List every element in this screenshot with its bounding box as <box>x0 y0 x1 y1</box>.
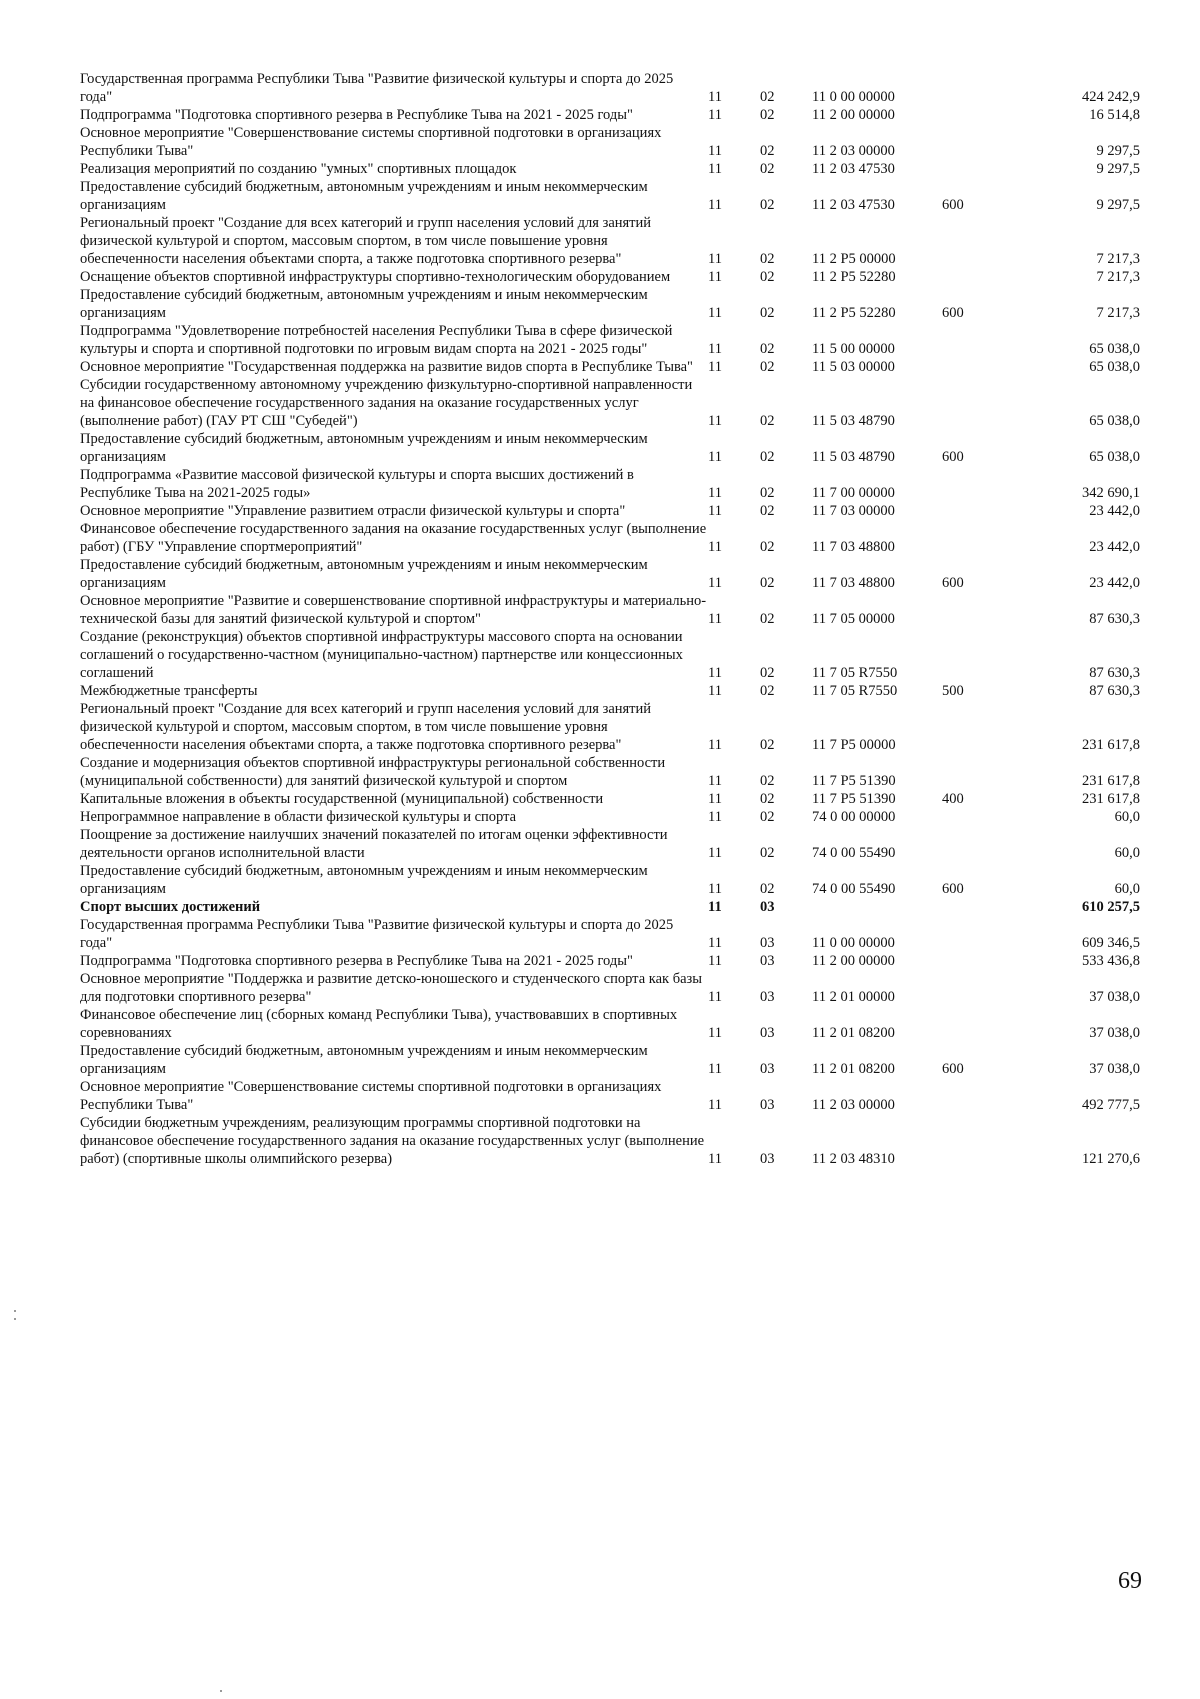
row-target-article <box>812 898 942 916</box>
row-subsection: 03 <box>760 1151 775 1167</box>
table-row <box>80 1114 1140 1168</box>
row-name: Государственная программа Республики Тыва "Развитие физической культуры и спорта до 2025 года" <box>80 917 674 951</box>
row-amount: 37 038,0 <box>1089 1061 1140 1077</box>
table-row <box>80 682 1140 700</box>
row-subsection: 03 <box>760 1097 775 1113</box>
row-section: 11 <box>708 161 722 177</box>
row-expense-type <box>942 808 1002 826</box>
row-name: Субсидии бюджетным учреждениям, реализующим программы спортивной подготовки на финансовое обеспечение государственного задания на оказание государственных услуг (выполнение работ) (спортивные школы олимпийского резерва) <box>80 1115 705 1167</box>
row-name: Государственная программа Республики Тыва "Развитие физической культуры и спорта до 2025 года" <box>80 71 674 105</box>
row-amount: 533 436,8 <box>1082 953 1140 969</box>
row-name: Предоставление субсидий бюджетным, автономным учреждениям и иным некоммерческим организациям <box>80 863 648 897</box>
row-name: Субсидии государственному автономному учреждению физкультурно-спортивной направленности на финансовое обеспечение государственного задания на оказание государственных услуг (выполнение работ) (ГАУ РТ СШ "Субедей") <box>80 377 693 429</box>
row-expense-type <box>942 700 1002 754</box>
row-section: 11 <box>708 665 722 681</box>
row-amount: 65 038,0 <box>1089 449 1140 465</box>
row-section: 11 <box>708 1097 722 1113</box>
row-subsection: 02 <box>760 305 775 321</box>
row-expense-type <box>942 1114 1002 1168</box>
row-amount: 9 297,5 <box>1096 143 1140 159</box>
row-target-article: 74 0 00 55490 <box>812 845 896 861</box>
row-expense-type: 600 <box>942 1061 964 1077</box>
row-name: Предоставление субсидий бюджетным, автономным учреждениям и иным некоммерческим организациям <box>80 287 648 321</box>
row-target-article: 11 7 03 48800 <box>812 575 895 591</box>
row-name: Поощрение за достижение наилучших значений показателей по итогам оценки эффективности деятельности органов исполнительной власти <box>80 827 668 861</box>
row-name: Оснащение объектов спортивной инфраструктуры спортивно-технологическим оборудованием <box>80 269 671 285</box>
row-amount: 342 690,1 <box>1082 485 1140 501</box>
row-target-article: 74 0 00 00000 <box>812 809 896 825</box>
row-section: 11 <box>708 143 722 159</box>
row-amount: 65 038,0 <box>1089 341 1140 357</box>
row-amount: 87 630,3 <box>1089 665 1140 681</box>
row-target-article: 11 5 00 00000 <box>812 341 895 357</box>
row-expense-type <box>942 466 1002 502</box>
row-expense-type <box>942 70 1002 106</box>
row-name: Непрограммное направление в области физической культуры и спорта <box>80 809 517 825</box>
table-row <box>80 952 1140 970</box>
row-target-article: 11 2 P5 52280 <box>812 269 896 285</box>
row-subsection: 02 <box>760 485 775 501</box>
row-expense-type <box>942 628 1002 682</box>
table-row <box>80 916 1140 952</box>
table-row <box>80 556 1140 592</box>
row-subsection: 03 <box>760 899 775 915</box>
row-target-article: 11 0 00 00000 <box>812 89 895 105</box>
table-row <box>80 790 1140 808</box>
row-name: Финансовое обеспечение государственного задания на оказание государственных услуг (выполнение работ) (ГБУ "Управление спортмероприятий" <box>80 521 707 555</box>
row-amount: 65 038,0 <box>1089 359 1140 375</box>
row-section: 11 <box>708 251 722 267</box>
row-expense-type: 600 <box>942 305 964 321</box>
scan-speck <box>14 1318 16 1320</box>
table-row <box>80 502 1140 520</box>
row-subsection: 02 <box>760 773 775 789</box>
row-target-article: 11 5 03 48790 <box>812 449 895 465</box>
row-subsection: 02 <box>760 611 775 627</box>
row-target-article: 11 7 03 48800 <box>812 539 895 555</box>
row-subsection: 02 <box>760 251 775 267</box>
row-amount: 23 442,0 <box>1089 539 1140 555</box>
row-target-article: 11 2 01 08200 <box>812 1025 895 1041</box>
row-section: 11 <box>708 269 722 285</box>
scan-speck <box>14 1310 16 1312</box>
row-section: 11 <box>708 539 722 555</box>
row-subsection: 03 <box>760 935 775 951</box>
row-name: Создание и модернизация объектов спортивной инфраструктуры региональной собственности (муниципальной собственности) для занятий физической культурой и спортом <box>80 755 666 789</box>
row-subsection: 03 <box>760 1061 775 1077</box>
row-amount: 7 217,3 <box>1096 251 1140 267</box>
row-section: 11 <box>708 305 722 321</box>
row-expense-type <box>942 160 1002 178</box>
page-number: 69 <box>1118 1568 1142 1594</box>
table-row <box>80 628 1140 682</box>
row-target-article: 11 7 P5 51390 <box>812 791 896 807</box>
table-row <box>80 862 1140 898</box>
row-subsection: 02 <box>760 845 775 861</box>
row-target-article: 11 7 00 00000 <box>812 485 895 501</box>
row-amount: 16 514,8 <box>1089 107 1140 123</box>
row-expense-type <box>942 376 1002 430</box>
table-row <box>80 466 1140 502</box>
row-name: Капитальные вложения в объекты государственной (муниципальной) собственности <box>80 791 604 807</box>
row-section: 11 <box>708 773 722 789</box>
row-subsection: 03 <box>760 989 775 1005</box>
table-row <box>80 1042 1140 1078</box>
table-row <box>80 214 1140 268</box>
row-amount: 65 038,0 <box>1089 413 1140 429</box>
table-row <box>80 160 1140 178</box>
row-expense-type: 500 <box>942 683 964 699</box>
row-section: 11 <box>708 935 722 951</box>
row-amount: 37 038,0 <box>1089 989 1140 1005</box>
row-subsection: 02 <box>760 449 775 465</box>
row-subsection: 02 <box>760 89 775 105</box>
row-amount: 9 297,5 <box>1096 197 1140 213</box>
row-expense-type <box>942 898 1002 916</box>
table-row <box>80 826 1140 862</box>
row-target-article: 11 2 01 08200 <box>812 1061 895 1077</box>
row-expense-type: 600 <box>942 881 964 897</box>
row-name: Региональный проект "Создание для всех категорий и групп населения условий для занятий физической культурой и спортом, массовым спортом, в том числе повышение уровня обеспеченности населения объектами спорта, а также подготовка спортивного резерва" <box>80 701 652 753</box>
row-target-article: 11 7 03 00000 <box>812 503 895 519</box>
row-section: 11 <box>708 845 722 861</box>
row-section: 11 <box>708 449 722 465</box>
row-name: Основное мероприятие "Совершенствование системы спортивной подготовки в организациях Республики Тыва" <box>80 125 662 159</box>
row-target-article: 11 7 05 R7550 <box>812 683 898 699</box>
row-subsection: 03 <box>760 953 775 969</box>
row-amount: 7 217,3 <box>1096 305 1140 321</box>
row-name: Основное мероприятие "Совершенствование системы спортивной подготовки в организациях Республики Тыва" <box>80 1079 662 1113</box>
table-row <box>80 970 1140 1006</box>
row-subsection: 02 <box>760 143 775 159</box>
row-amount: 23 442,0 <box>1089 503 1140 519</box>
row-amount: 87 630,3 <box>1089 611 1140 627</box>
row-target-article: 11 2 03 48310 <box>812 1151 895 1167</box>
row-target-article: 11 2 01 00000 <box>812 989 895 1005</box>
row-section: 11 <box>708 575 722 591</box>
row-name: Региональный проект "Создание для всех категорий и групп населения условий для занятий физической культурой и спортом, массовым спортом, в том числе повышение уровня обеспеченности населения объектами спорта, а также подготовка спортивного резерва" <box>80 215 652 267</box>
row-name: Подпрограмма "Удовлетворение потребностей населения Республики Тыва в сфере физической культуры и спорта и спортивной подготовки по игровым видам спорта на 2021 - 2025 годы" <box>80 323 673 357</box>
row-section: 11 <box>708 809 722 825</box>
row-subsection: 02 <box>760 791 775 807</box>
row-section: 11 <box>708 611 722 627</box>
row-subsection: 02 <box>760 665 775 681</box>
row-expense-type <box>942 124 1002 160</box>
row-subsection: 02 <box>760 269 775 285</box>
row-name: Финансовое обеспечение лиц (сборных команд Республики Тыва), участвовавших в спортивных соревнованиях <box>80 1007 678 1041</box>
row-target-article: 11 7 05 00000 <box>812 611 895 627</box>
row-subsection: 02 <box>760 809 775 825</box>
row-section: 11 <box>708 791 722 807</box>
row-target-article: 11 2 00 00000 <box>812 953 895 969</box>
row-target-article: 11 0 00 00000 <box>812 935 895 951</box>
table-row <box>80 1006 1140 1042</box>
row-expense-type <box>942 826 1002 862</box>
row-subsection: 02 <box>760 539 775 555</box>
row-expense-type: 600 <box>942 449 964 465</box>
table-row <box>80 1078 1140 1114</box>
row-name: Подпрограмма «Развитие массовой физической культуры и спорта высших достижений в Республике Тыва на 2021-2025 годы» <box>80 467 634 501</box>
row-name: Создание (реконструкция) объектов спортивной инфраструктуры массового спорта на основании соглашений о государственно-частном (муниципально-частном) партнерстве или концессионных соглашений <box>80 629 683 681</box>
row-amount: 492 777,5 <box>1082 1097 1140 1113</box>
row-name: Предоставление субсидий бюджетным, автономным учреждениям и иным некоммерческим организациям <box>80 557 648 591</box>
row-expense-type <box>942 970 1002 1006</box>
budget-table <box>80 70 1140 1168</box>
row-amount: 231 617,8 <box>1082 773 1140 789</box>
row-section: 11 <box>708 485 722 501</box>
table-row <box>80 376 1140 430</box>
row-name: Спорт высших достижений <box>80 899 261 915</box>
row-target-article: 11 2 03 00000 <box>812 1097 895 1113</box>
row-expense-type <box>942 1006 1002 1042</box>
row-section: 11 <box>708 899 722 915</box>
row-target-article: 11 2 03 47530 <box>812 197 895 213</box>
row-section: 11 <box>708 881 722 897</box>
row-expense-type <box>942 106 1002 124</box>
row-amount: 424 242,9 <box>1082 89 1140 105</box>
row-section: 11 <box>708 1151 722 1167</box>
row-expense-type: 400 <box>942 791 964 807</box>
row-name: Предоставление субсидий бюджетным, автономным учреждениям и иным некоммерческим организациям <box>80 431 648 465</box>
row-subsection: 02 <box>760 737 775 753</box>
row-subsection: 02 <box>760 881 775 897</box>
row-target-article: 11 5 03 48790 <box>812 413 895 429</box>
table-row <box>80 178 1140 214</box>
row-expense-type <box>942 358 1002 376</box>
table-row <box>80 286 1140 322</box>
row-target-article: 11 2 00 00000 <box>812 107 895 123</box>
row-section: 11 <box>708 89 722 105</box>
row-target-article: 11 7 P5 00000 <box>812 737 896 753</box>
row-expense-type <box>942 592 1002 628</box>
row-expense-type <box>942 502 1002 520</box>
table-body <box>80 70 1140 1168</box>
row-section: 11 <box>708 359 722 375</box>
row-name: Межбюджетные трансферты <box>80 683 258 699</box>
row-amount: 60,0 <box>1114 845 1140 861</box>
row-section: 11 <box>708 737 722 753</box>
table-row <box>80 430 1140 466</box>
table-row <box>80 322 1140 358</box>
row-target-article: 11 7 05 R7550 <box>812 665 898 681</box>
row-amount: 121 270,6 <box>1082 1151 1140 1167</box>
row-name: Основное мероприятие "Государственная поддержка на развитие видов спорта в Республике Тыва" <box>80 359 693 375</box>
row-subsection: 02 <box>760 107 775 123</box>
row-name: Предоставление субсидий бюджетным, автономным учреждениям и иным некоммерческим организациям <box>80 179 648 213</box>
table-row <box>80 70 1140 106</box>
row-amount: 60,0 <box>1114 809 1140 825</box>
row-name: Основное мероприятие "Развитие и совершенствование спортивной инфраструктуры и материально-технической базы для занятий физической культурой и спортом" <box>80 593 707 627</box>
row-section: 11 <box>708 107 722 123</box>
row-amount: 609 346,5 <box>1082 935 1140 951</box>
row-expense-type <box>942 520 1002 556</box>
row-expense-type <box>942 916 1002 952</box>
table-row <box>80 520 1140 556</box>
row-expense-type: 600 <box>942 575 964 591</box>
row-subsection: 02 <box>760 575 775 591</box>
row-subsection: 02 <box>760 683 775 699</box>
row-section: 11 <box>708 1061 722 1077</box>
row-subsection: 02 <box>760 341 775 357</box>
row-target-article: 74 0 00 55490 <box>812 881 896 897</box>
row-target-article: 11 2 P5 00000 <box>812 251 896 267</box>
row-section: 11 <box>708 953 722 969</box>
row-expense-type: 600 <box>942 197 964 213</box>
row-amount: 23 442,0 <box>1089 575 1140 591</box>
row-amount: 231 617,8 <box>1082 737 1140 753</box>
row-section: 11 <box>708 197 722 213</box>
row-amount: 37 038,0 <box>1089 1025 1140 1041</box>
row-subsection: 02 <box>760 503 775 519</box>
table-row <box>80 268 1140 286</box>
row-target-article: 11 5 03 00000 <box>812 359 895 375</box>
row-section: 11 <box>708 503 722 519</box>
row-target-article: 11 2 03 47530 <box>812 161 895 177</box>
scan-speck <box>220 1690 222 1692</box>
row-subsection: 02 <box>760 161 775 177</box>
table-row <box>80 124 1140 160</box>
row-amount: 610 257,5 <box>1082 899 1140 915</box>
row-section: 11 <box>708 413 722 429</box>
row-expense-type <box>942 322 1002 358</box>
row-name: Подпрограмма "Подготовка спортивного резерва в Республике Тыва на 2021 - 2025 годы" <box>80 107 633 123</box>
row-expense-type <box>942 1078 1002 1114</box>
row-amount: 9 297,5 <box>1096 161 1140 177</box>
table-row <box>80 106 1140 124</box>
document-page <box>80 70 1140 1168</box>
row-subsection: 03 <box>760 1025 775 1041</box>
row-target-article: 11 7 P5 51390 <box>812 773 896 789</box>
table-row <box>80 754 1140 790</box>
row-name: Подпрограмма "Подготовка спортивного резерва в Республике Тыва на 2021 - 2025 годы" <box>80 953 633 969</box>
row-section: 11 <box>708 341 722 357</box>
row-target-article: 11 2 P5 52280 <box>812 305 896 321</box>
row-name: Реализация мероприятий по созданию "умных" спортивных площадок <box>80 161 517 177</box>
row-amount: 231 617,8 <box>1082 791 1140 807</box>
table-row <box>80 898 1140 916</box>
row-subsection: 02 <box>760 413 775 429</box>
row-subsection: 02 <box>760 359 775 375</box>
table-row <box>80 700 1140 754</box>
table-row <box>80 358 1140 376</box>
row-name: Основное мероприятие "Поддержка и развитие детско-юношеского и студенческого спорта как базы для подготовки спортивного резерва" <box>80 971 702 1005</box>
row-section: 11 <box>708 683 722 699</box>
row-subsection: 02 <box>760 197 775 213</box>
table-row <box>80 808 1140 826</box>
row-section: 11 <box>708 989 722 1005</box>
row-amount: 87 630,3 <box>1089 683 1140 699</box>
row-amount: 60,0 <box>1114 881 1140 897</box>
row-section: 11 <box>708 1025 722 1041</box>
row-expense-type <box>942 214 1002 268</box>
row-name: Предоставление субсидий бюджетным, автономным учреждениям и иным некоммерческим организациям <box>80 1043 648 1077</box>
row-expense-type <box>942 754 1002 790</box>
row-amount: 7 217,3 <box>1096 269 1140 285</box>
row-target-article: 11 2 03 00000 <box>812 143 895 159</box>
row-name: Основное мероприятие "Управление развитием отрасли физической культуры и спорта" <box>80 503 626 519</box>
row-expense-type <box>942 952 1002 970</box>
row-expense-type <box>942 268 1002 286</box>
table-row <box>80 592 1140 628</box>
